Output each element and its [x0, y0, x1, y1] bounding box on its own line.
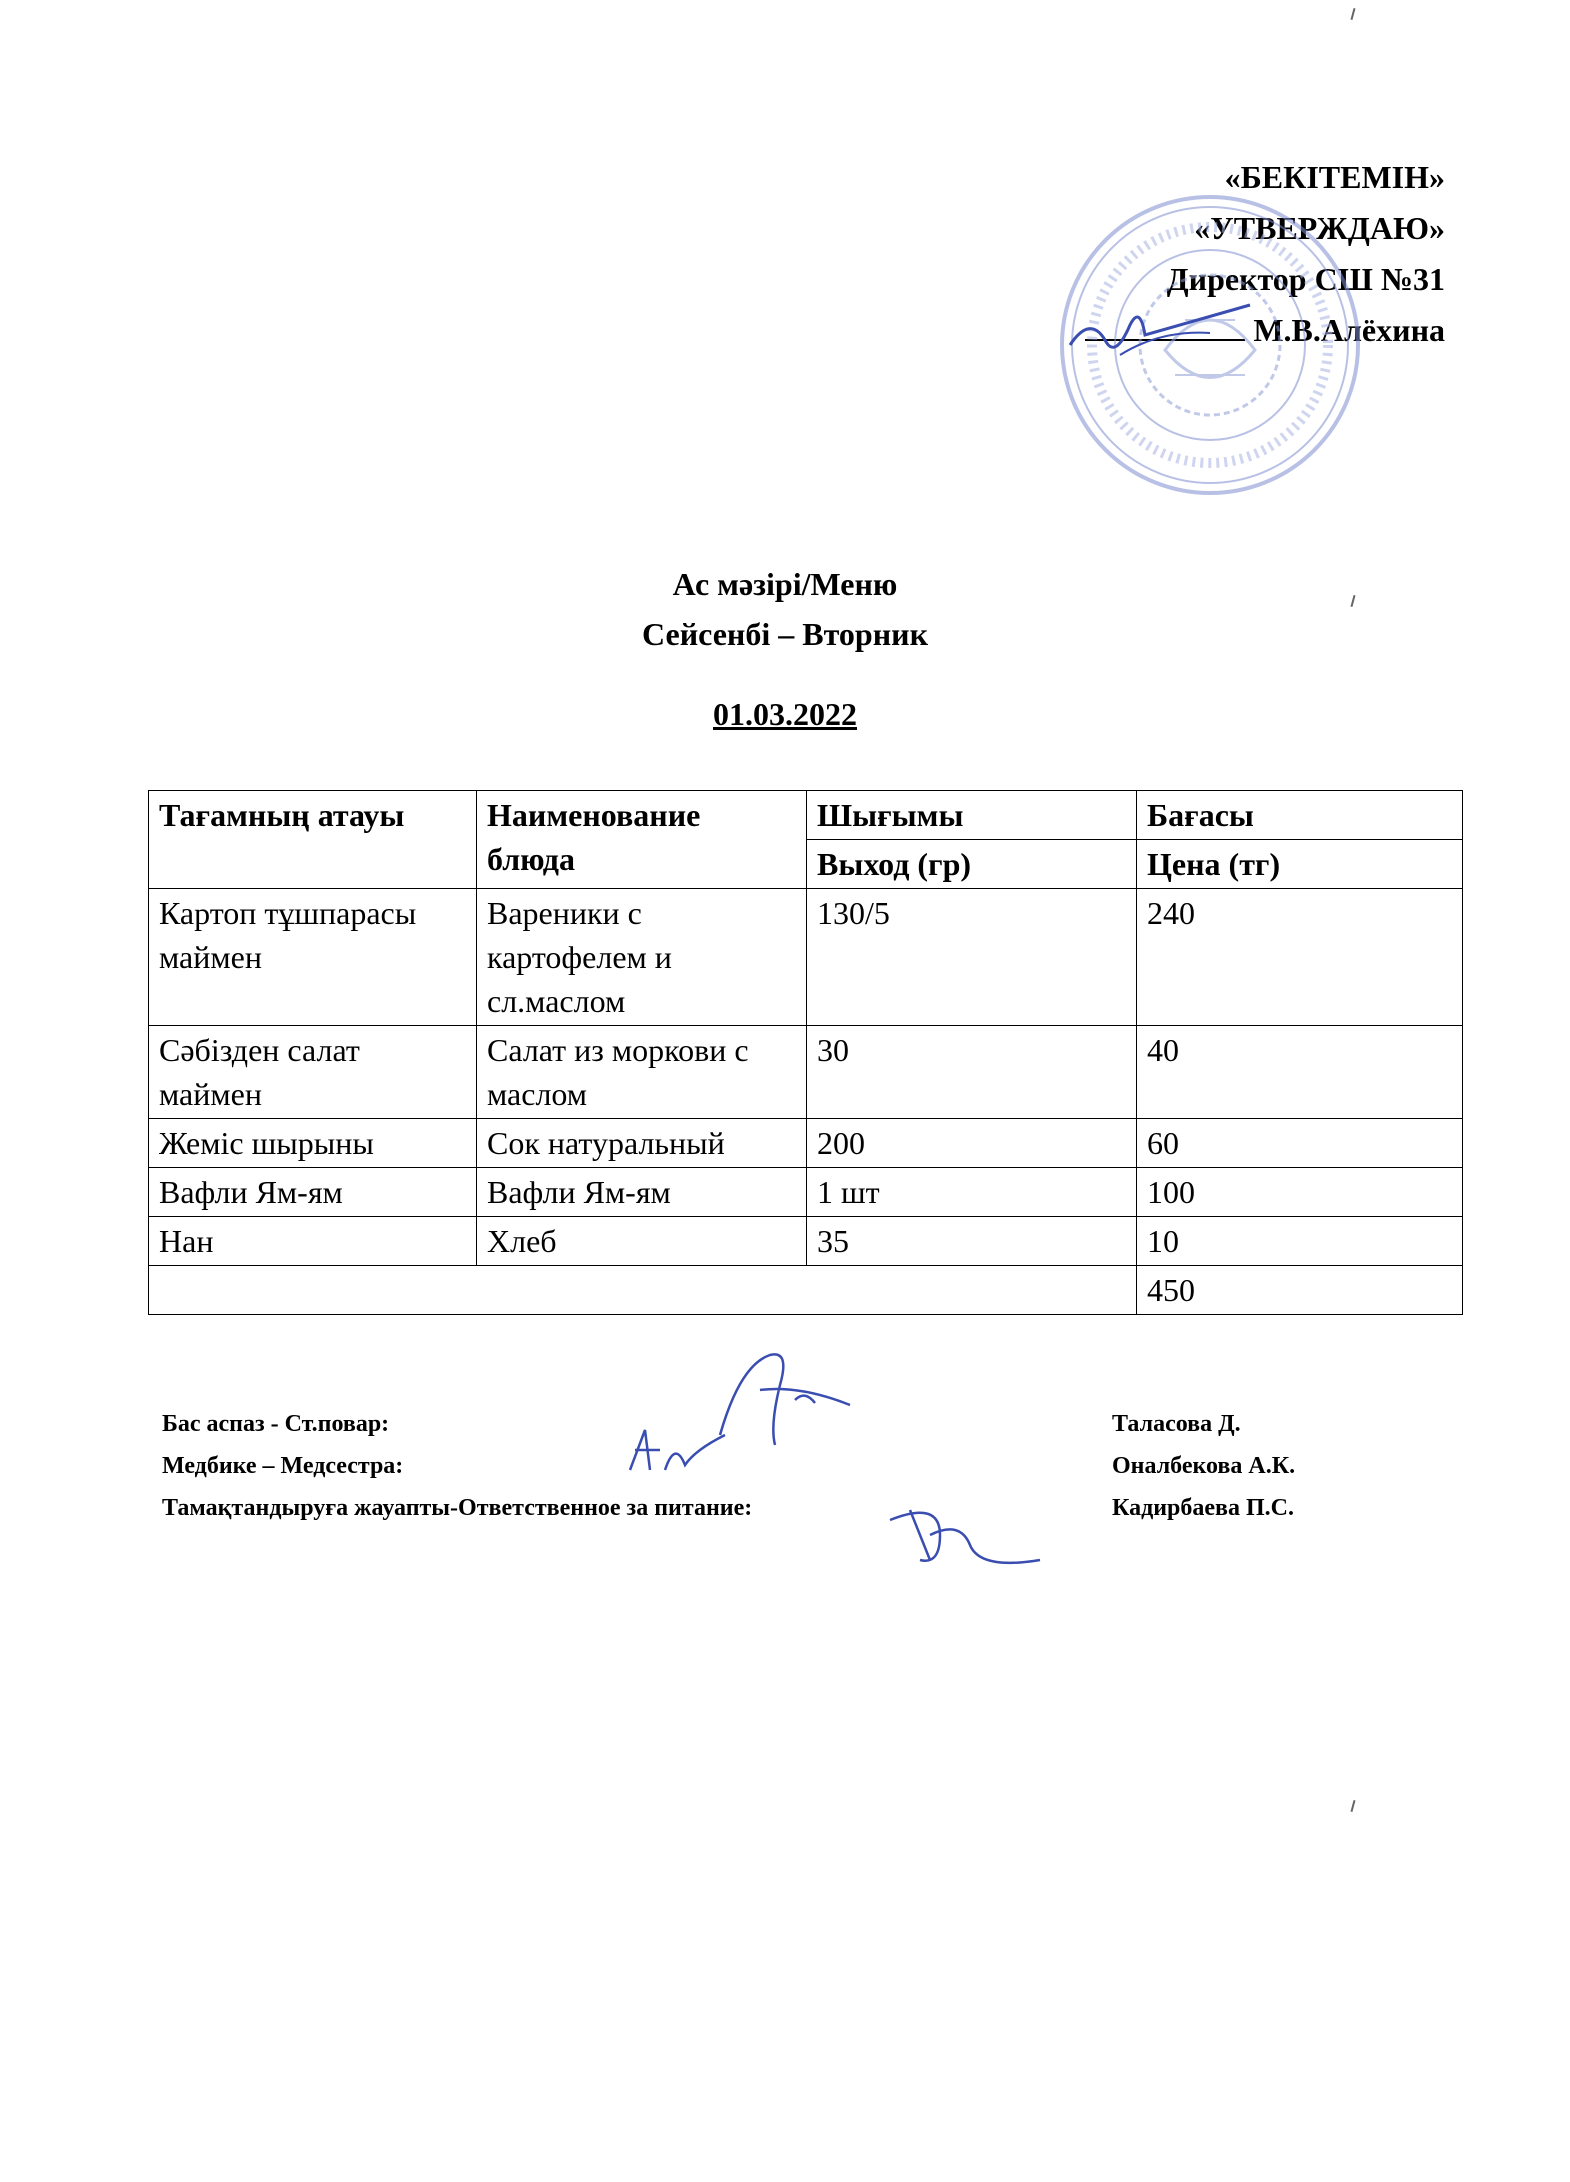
dish-ru: Хлеб [477, 1217, 807, 1266]
total-row [149, 1266, 1463, 1315]
header-price-kz: Бағасы [1137, 791, 1463, 840]
dish-ru: Вафли Ям-ям [477, 1168, 807, 1217]
dish-ru: Салат из моркови с маслом [477, 1026, 807, 1119]
dish-kz: Сәбізден салат маймен [149, 1026, 477, 1119]
director-signature [1060, 285, 1260, 375]
responsible-role: Тамақтандыруға жауапты-Ответственное за питание: [162, 1495, 753, 1521]
menu-table [148, 790, 1463, 1315]
dish-ru: Сок натуральный [477, 1119, 807, 1168]
dish-price: 100 [1137, 1168, 1463, 1217]
dish-price: 240 [1137, 889, 1463, 1026]
dish-yield: 35 [807, 1217, 1137, 1266]
dish-price: 10 [1137, 1217, 1463, 1266]
dish-yield: 30 [807, 1026, 1137, 1119]
dish-ru: Вареники с картофелем и сл.маслом [477, 889, 807, 1026]
signature-row-responsible [162, 1487, 1342, 1529]
nurse-name: Оналбекова А.К. [1112, 1453, 1296, 1479]
table-header-row [149, 791, 1463, 840]
dish-kz: Вафли Ям-ям [149, 1168, 477, 1217]
cook-name: Таласова Д. [1112, 1411, 1241, 1437]
total-price: 450 [1137, 1266, 1463, 1315]
table-row [149, 1217, 1463, 1266]
total-empty-cell [149, 1266, 1137, 1315]
menu-date: 01.03.2022 [713, 696, 857, 732]
scan-mark [1350, 8, 1355, 20]
table-row [149, 1119, 1463, 1168]
header-price-ru: Цена (тг) [1137, 840, 1463, 889]
dish-kz: Жеміс шырыны [149, 1119, 477, 1168]
menu-title: Ас мәзірі/Меню [672, 566, 898, 602]
nurse-role: Медбике – Медсестра: [162, 1453, 404, 1479]
responsible-signature [880, 1490, 1050, 1580]
cook-role: Бас аспаз - Ст.повар: [162, 1411, 390, 1437]
header-kz-name: Тағамның атауы [149, 791, 477, 889]
approval-kz: «БЕКІТЕМІН» [1224, 159, 1445, 195]
header-yield-ru: Выход (гр) [807, 840, 1137, 889]
nurse-signature [615, 1420, 735, 1480]
approval-ru: «УТВЕРЖДАЮ» [1194, 210, 1445, 246]
header-yield-kz: Шығымы [807, 791, 1137, 840]
responsible-name: Кадирбаева П.С. [1112, 1495, 1295, 1521]
dish-kz: Картоп тұшпарасы маймен [149, 889, 477, 1026]
dish-price: 60 [1137, 1119, 1463, 1168]
director-name: М.В.Алёхина [1253, 312, 1445, 348]
dish-yield: 130/5 [807, 889, 1137, 1026]
scan-mark [1350, 1800, 1355, 1812]
table-row [149, 1168, 1463, 1217]
day-title: Сейсенбі – Вторник [641, 616, 928, 652]
approval-position: Директор СШ №31 [1166, 261, 1445, 297]
dish-yield: 200 [807, 1119, 1137, 1168]
header-ru-name: Наименование блюда [477, 791, 807, 889]
dish-kz: Нан [149, 1217, 477, 1266]
dish-price: 40 [1137, 1026, 1463, 1119]
table-row [149, 1026, 1463, 1119]
table-row [149, 889, 1463, 1026]
dish-yield: 1 шт [807, 1168, 1137, 1217]
